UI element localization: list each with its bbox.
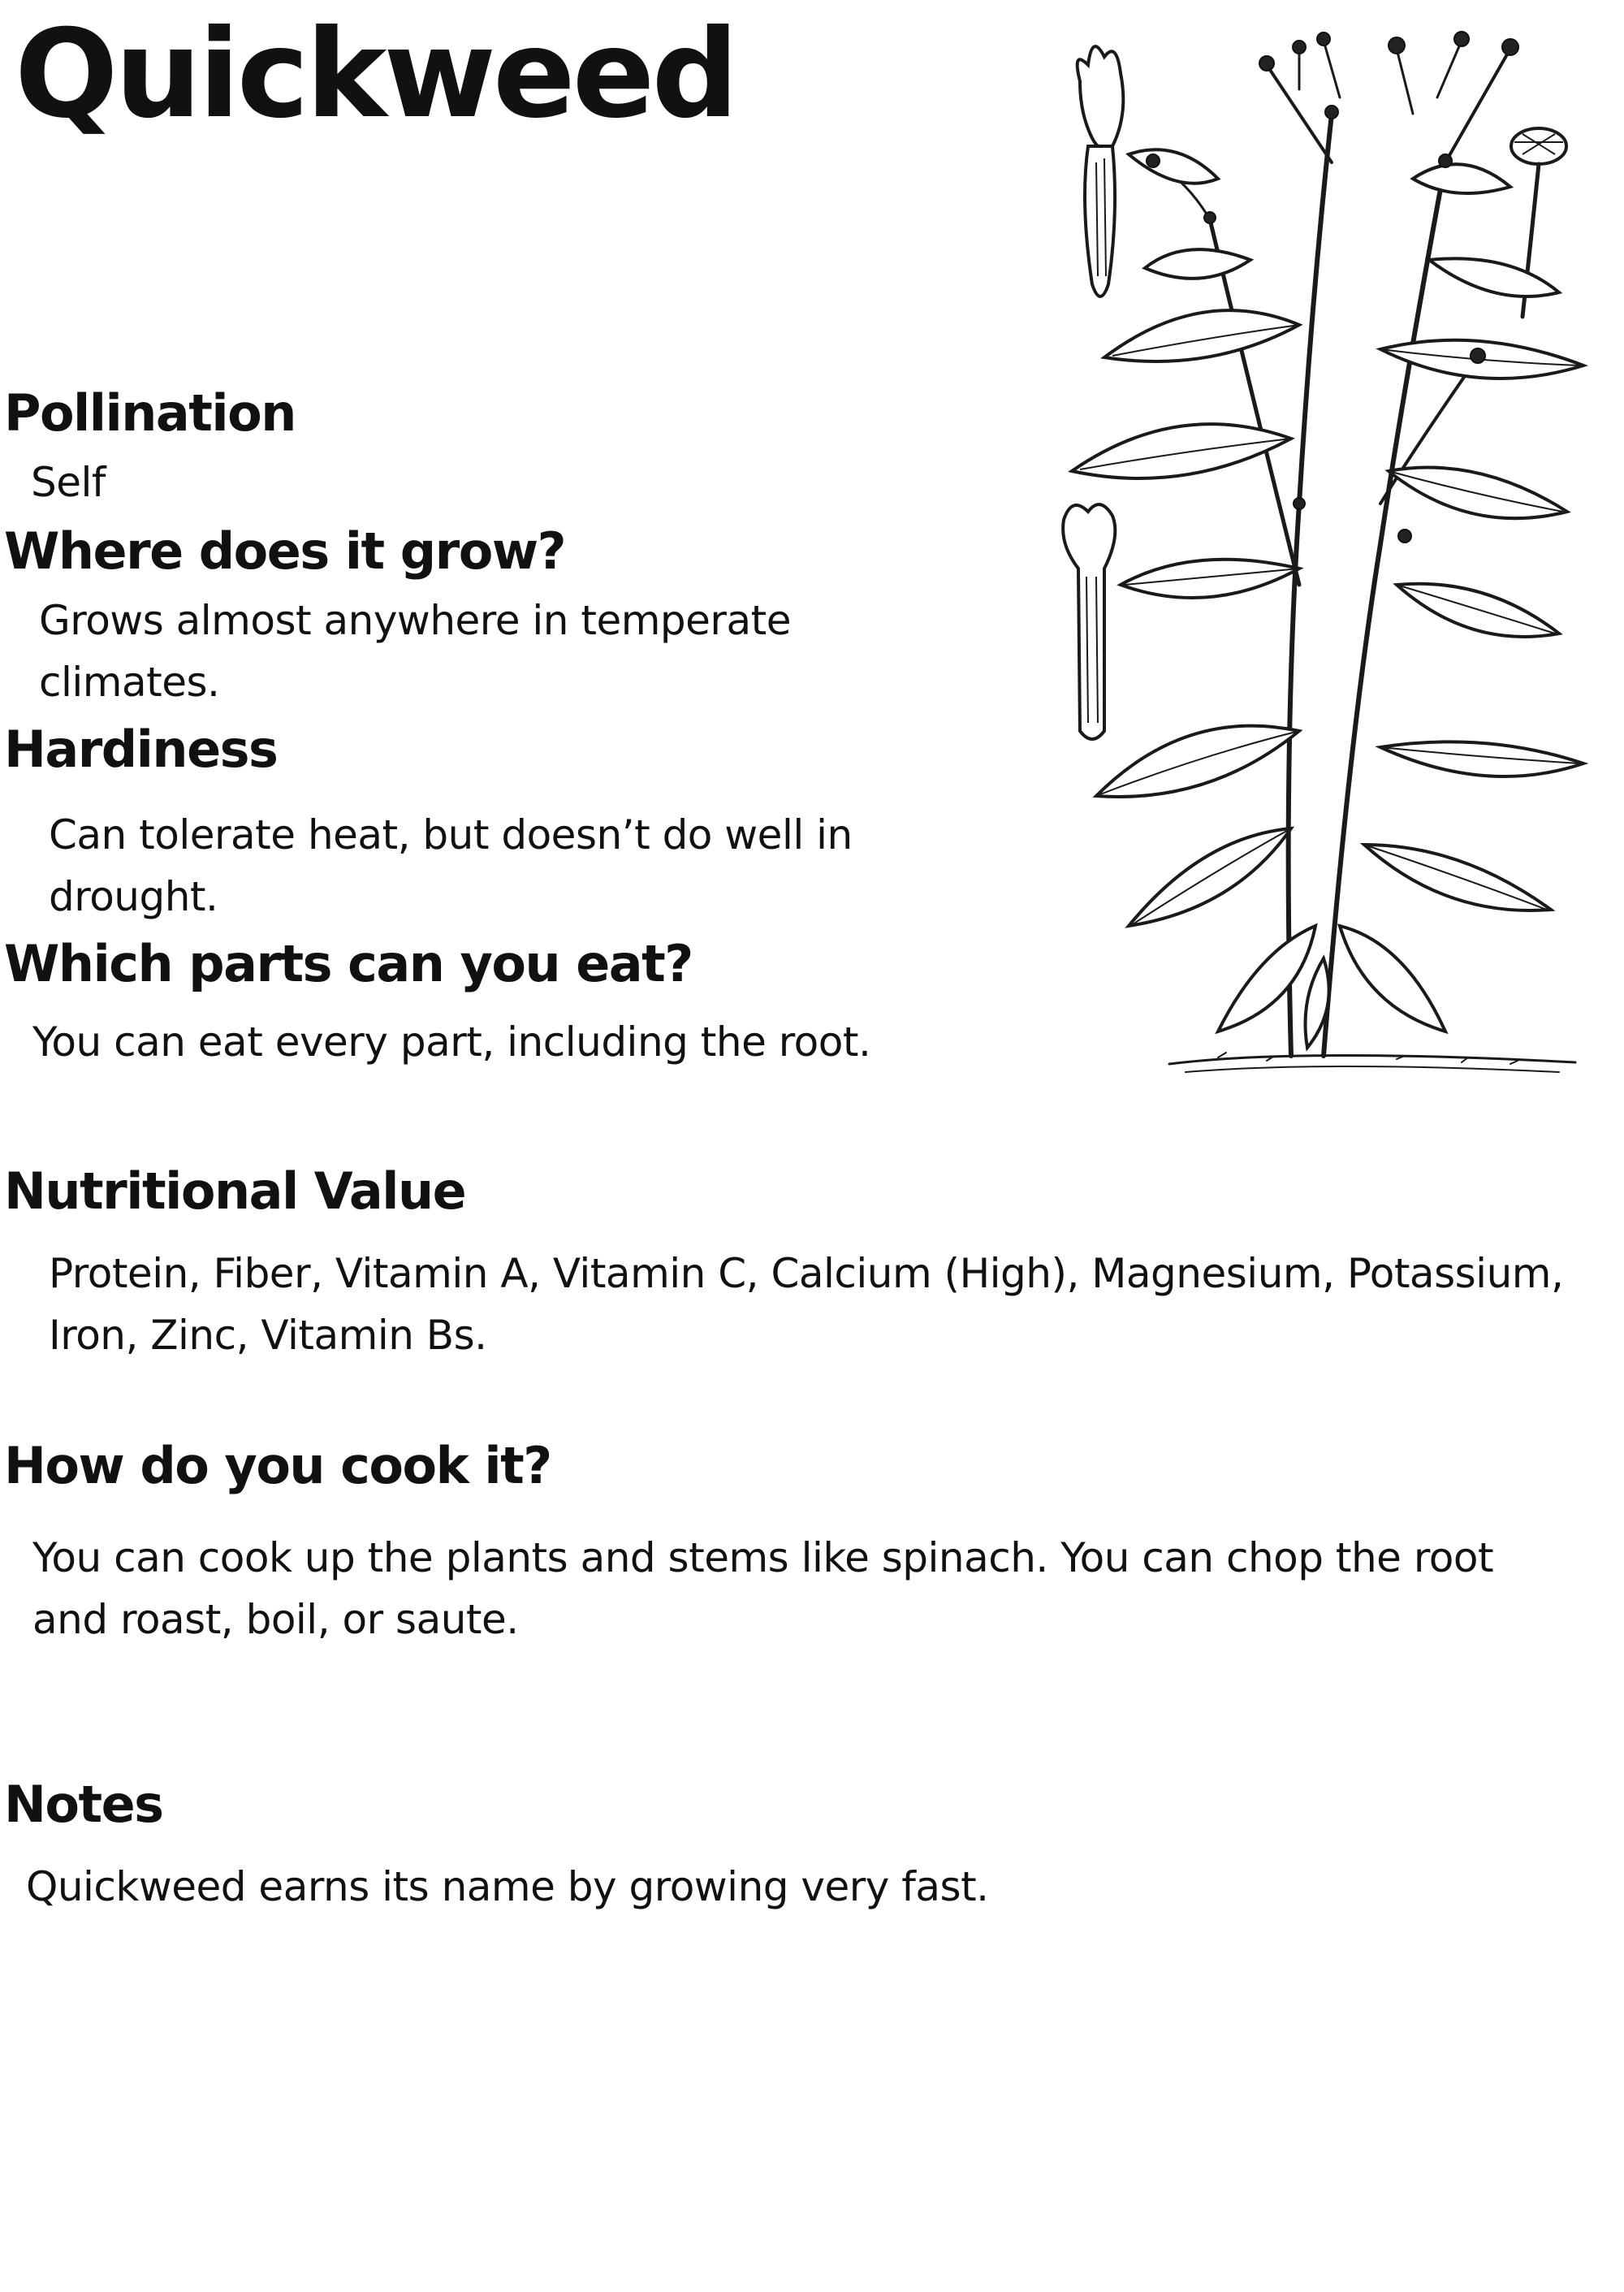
flower-bud-detail-icon <box>1078 46 1124 296</box>
nutrition-heading: Nutritional Value <box>4 1161 466 1221</box>
cook-text: You can cook up the plants and stems like spinach. You can chop the root and roast, boil, or saute. <box>32 1534 1494 1643</box>
cook-heading: How do you cook it? <box>4 1436 551 1495</box>
notes-text: Quickweed earns its name by growing very fast. <box>26 1863 989 1910</box>
tubular-flower-detail-icon <box>1063 504 1115 739</box>
where-heading: Where does it grow? <box>4 521 566 581</box>
page-title: Quickweed <box>15 4 736 145</box>
where-text: Grows almost anywhere in temperate climates. <box>39 597 791 706</box>
plant-illustration-icon <box>1056 16 1592 1088</box>
nutrition-text: Protein, Fiber, Vitamin A, Vitamin C, Calcium (High), Magnesium, Potassium, Iron, Zinc, Vitamin Bs. <box>49 1250 1564 1359</box>
parts-text: You can eat every part, including the root. <box>32 1018 871 1066</box>
hardiness-text: Can tolerate heat, but doesn’t do well in drought. <box>49 811 853 920</box>
notes-heading: Notes <box>4 1775 163 1834</box>
parts-heading: Which parts can you eat? <box>4 934 693 993</box>
pollination-text: Self <box>31 459 106 506</box>
hardiness-heading: Hardiness <box>4 720 278 779</box>
pollination-heading: Pollination <box>4 383 296 443</box>
